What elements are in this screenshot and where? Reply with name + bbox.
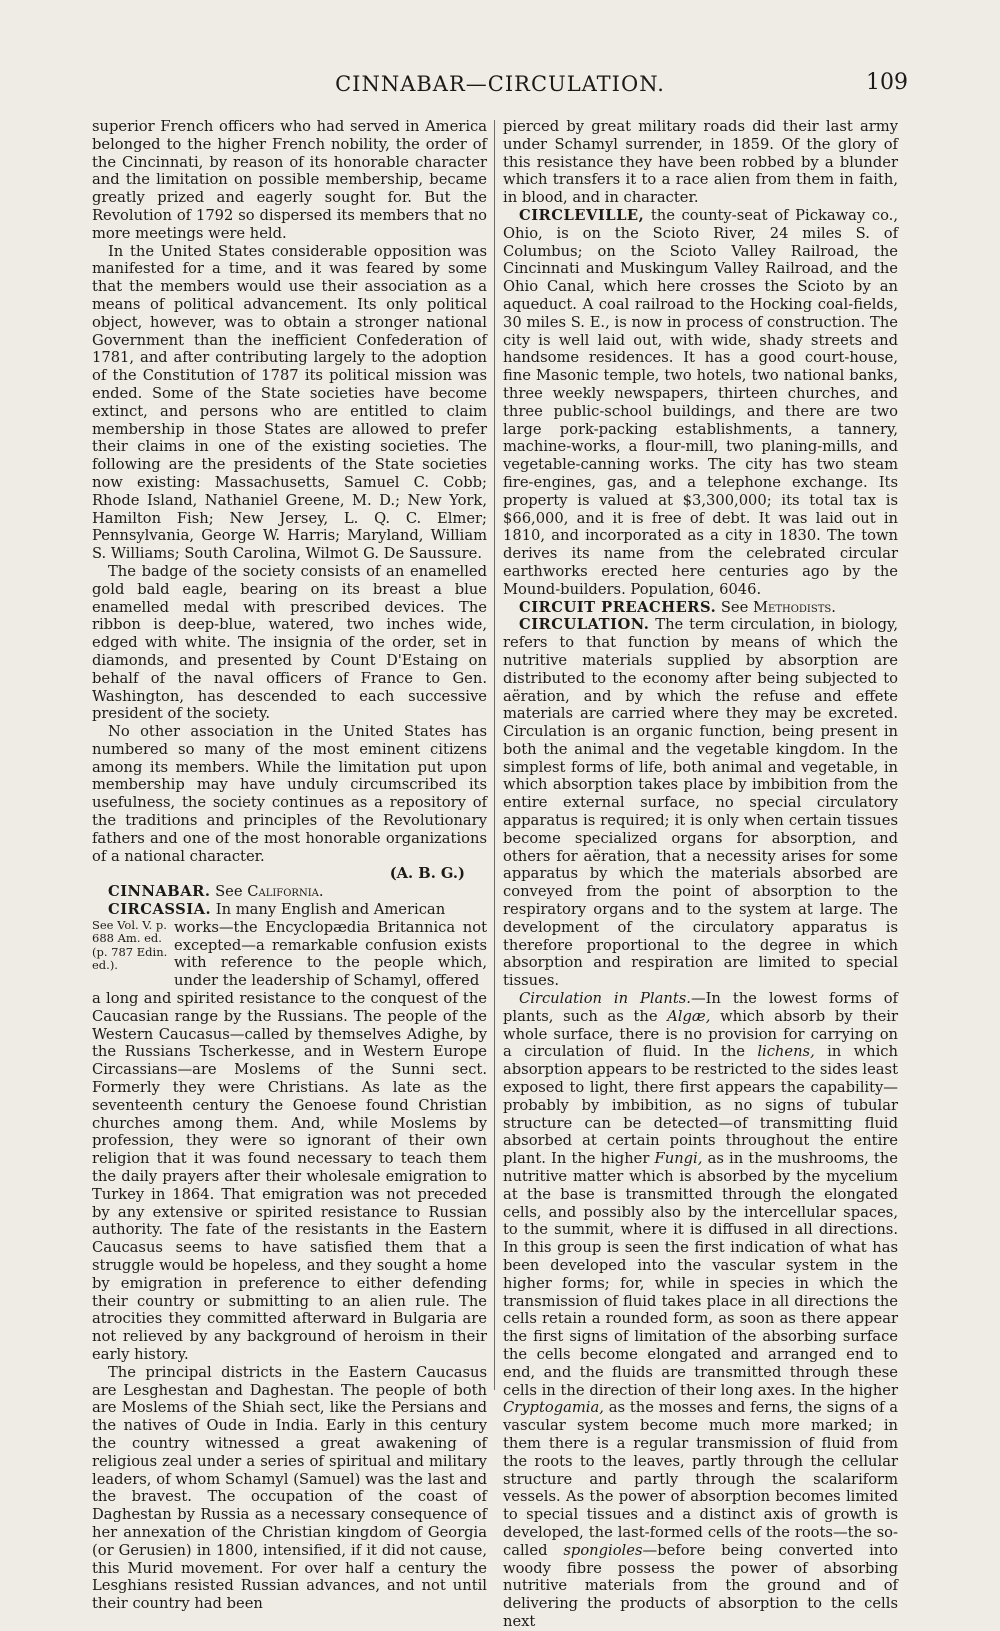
entry-circuit-preachers [503,599,898,617]
entry-text: —In the lowest forms of plants, such as the [503,990,898,1025]
entry-text: works—the Encyclopædia Britannica not excepted—a remarkable confusion exists with reference to the people which, under the leadership of Schamyl, offered [174,918,487,990]
headword-cinnabar: CINNABAR. [108,883,211,901]
paragraph: pierced by great military roads did their last army under Schamyl surrender, in 1859. Of the glory of this resistance they have been robbed by a blunder which transfers it to a race alien from them in faith, in blood, and in character. [503,118,898,207]
entry-text: In many English and American [215,901,446,919]
cross-ref-text: See [720,598,749,616]
entry-text: —before being converted into woody fibre possess the power of absorbing nutritive materials from the ground and of delivering the products of absorption to the cells next [503,1541,899,1630]
author-signature: (A. B. G.) [389,865,465,883]
cross-ref-link: California. [247,883,324,901]
term: Cryptogamia, [503,1399,604,1417]
column-divider [494,120,495,1390]
entry-text: as the mosses and ferns, the signs of a vascular system become much more marked; in them there is a regular transmission of fluid from the roots to the leaves, partly through the cellular structure and partly through the scalariform vessels. As the power of absorption becomes limited to special tissues and a distinct axis of growth is developed, the last-formed cells of the roots—the so-called [503,1399,898,1559]
entry-text: The term circulation, in biology, refers to that function by means of which the nutritive materials supplied by absorption are distributed to the economy after being subjected to aëration, and by which the refuse and effete materials are carried where they may be excreted. Circulation is an organic function, being present in both the animal and the vegetable kingdom. In the simplest forms of life, both animal and vegetable, in which absorption takes place by imbibition from the entire external surface, no special circulatory apparatus is required; it is only when certain tissues become specialized organs for absorption, and others for aëration, that a necessity arises for some apparatus by which the materials absorbed are conveyed from the point of absorption to the respiratory organs and to the system at large. The development of the circulatory apparatus is therefore proportional to the degree in which absorption and respiration are limited to special tissues. [503,616,899,990]
term: spongioles [563,1541,643,1559]
paragraph: In the United States considerable opposition was manifested for a time, and it was feared by some that the members would use their association as a means of political advancement. Its only political object, however, was to obtain a stronger national Government than the inefficient Confederation of 1781, and after contributing largely to the adoption of the Constitution of 1787 its political mission was ended. Some of the State societies have become extinct, and persons who are entitled to claim membership in those States are allowed to prefer their claims in one of the existing societies. The following are the presidents of the State societies now existing: Massachusetts, Samuel C. Cobb; Rhode Island, Nathaniel Greene, M. D.; New York, Hamilton Fish; New Jersey, L. Q. C. Elmer; Pennsylvania, George W. Harris; Maryland, William S. Williams; South Carolina, Wilmot G. De Saussure. [92,242,487,563]
cross-ref-text: See [215,883,243,901]
headword-circleville: CIRCLEVILLE, [519,206,645,224]
paragraph: a long and spirited resistance to the conquest of the Caucasian range by the Russians. The people of the Western Caucasus—called by themselves Adighe, by the Russians Tscherkesse, and in Western Europe Circassians—are Moslems of the Sunni sect. Formerly they were Christians. As late as the seventeenth century the Genoese found Christian churches among them. And, while Moslems by profession, they were so ignorant of their own religion that it was found necessary to teach them the daily prayers after their wholesale emigration to Turkey in 1864. That emigration was not preceded by any extensive or spirited resistance to Russian authority. The fate of the resistants in the Eastern Caucasus seems to have satisfied them that a struggle would be hopeless, and they sought a home by emigration in preference to either defending their country or submitting to an alien rule. The atrocities they committed afterward in Bulgaria are not relieved by any background of heroism in their early history. [92,990,487,1363]
headword-circuit-preachers: CIRCUIT PREACHERS. [519,598,717,616]
paragraph: The badge of the society consists of an enamelled gold bald eagle, bearing on its breast a blue enamelled medal with prescribed devices. The ribbon is deep-blue, watered, two inches wide, edged with white. The insignia of the order, set in diamonds, and presented by Count D'Estaing on behalf of the naval officers of France to Gen. Washington, has descended to each successive president of the society. [92,562,487,723]
subsection-heading: Circulation in Plants. [519,990,691,1008]
headword-circulation: CIRCULATION. [519,616,650,634]
entry-circulation [503,616,898,990]
entry-text: as in the mushrooms, the nutritive matter which is absorbed by the mycelium at the base is transmitted through the elongated cells, and possibly also by the intercellular spaces, to the summit, where it is diffused in all directions. In this group is seen the first indication of what has been developed into the vascular system in the higher forms; for, while in species in which the transmission of fluid takes place in all directions the cells retain a rounded form, as soon as there appear the first signs of limitation of the absorbing surface the cells become elongated and arranged end to end, and the fluids are transmitted through these cells in the direction of their long axes. In the higher [503,1150,898,1399]
entry-cinnabar [92,883,487,901]
term: Fungi, [654,1150,703,1168]
page-number: 109 [866,70,908,95]
term: lichens, [757,1043,815,1061]
entry-text: the county-seat of Pickaway co., Ohio, is on the Scioto River, 24 miles S. of Columbus; on the Scioto Valley Railroad, the Cincinnati and Muskingum Valley Railroad, and the Ohio Canal, which here crosses the Scioto by an aqueduct. A coal railroad to the Hocking coal-fields, 30 miles S. E., is now in process of construction. The city is well laid out, with wide, shady streets and handsome residences. It has a good court-house, fine Masonic temple, two hotels, two national banks, three weekly newspapers, thirteen churches, and three public-school buildings, and there are two large pork-packing establishments, a tannery, machine-works, a flour-mill, two planing-mills, and vegetable-canning works. The city has two steam fire-engines, gas, and a telephone exchange. Its property is valued at $3,300,000; its total tax is $66,000, and it is free of debt. It was laid out in 1810, and incorporated as a city in 1830. The town derives its name from the celebrated circular earthworks erected here centuries ago by the Mound-builders. Population, 6046. [503,206,899,598]
margin-note: See Vol. V. p. 688 Am. ed. (p. 787 Edin. ed.). [92,917,168,973]
page-header [92,72,908,106]
margin-note-row [92,919,487,990]
entry-circassia [92,901,487,919]
left-column [92,118,487,1613]
paragraph-plants [503,990,898,1631]
term: Algæ, [667,1007,711,1025]
paragraph: superior French officers who had served in America belonged to the higher French nobility, the order of the Cincinnati, by reason of its honorable character and the limitation on possible membership, became greatly prized and eagerly sought for. But the Revolution of 1792 so dispersed its members that no more meetings were held. [92,118,487,242]
running-head: CINNABAR—CIRCULATION. [335,72,665,96]
entry-circleville [503,207,898,599]
entry-text: in which absorption appears to be restricted to the sides least exposed to light, there first appears the capability—probably by imbibition, as no signs of tubular structure can be detected—of transmitting fluid absorbed at certain points throughout the entire plant. In the higher [503,1043,898,1168]
paragraph: No other association in the United States has numbered so many of the most eminent citizens among its members. While the limitation put upon membership may have unduly circumscribed its usefulness, the society continues as a repository of the traditions and principles of the Revolutionary fathers and one of the most honorable organizations of a national character. [92,723,487,865]
paragraph: The principal districts in the Eastern Caucasus are Lesghestan and Daghestan. The people of both are Moslems of the Shiah sect, like the Persians and the natives of Oude in India. Early in this century the country witnessed a great awakening of religious zeal under a series of spiritual and military leaders, of whom Schamyl (Samuel) was the last and the bravest. The occupation of the coast of Daghestan by Russia as a necessary consequence of her annexation of the Christian kingdom of Georgia (or Gerusien) in 1800, intensified, if it did not cause, this Murid movement. For over half a century the Lesghians resisted Russian advances, and not until their country had been [92,1363,487,1613]
headword-circassia: CIRCASSIA. [108,901,212,919]
right-column [503,118,898,1631]
cross-ref-link: Methodists. [752,598,836,616]
entry-text: which absorb by their whole surface, there is no provision for carrying on a circulation of fluid. In the [503,1007,898,1061]
